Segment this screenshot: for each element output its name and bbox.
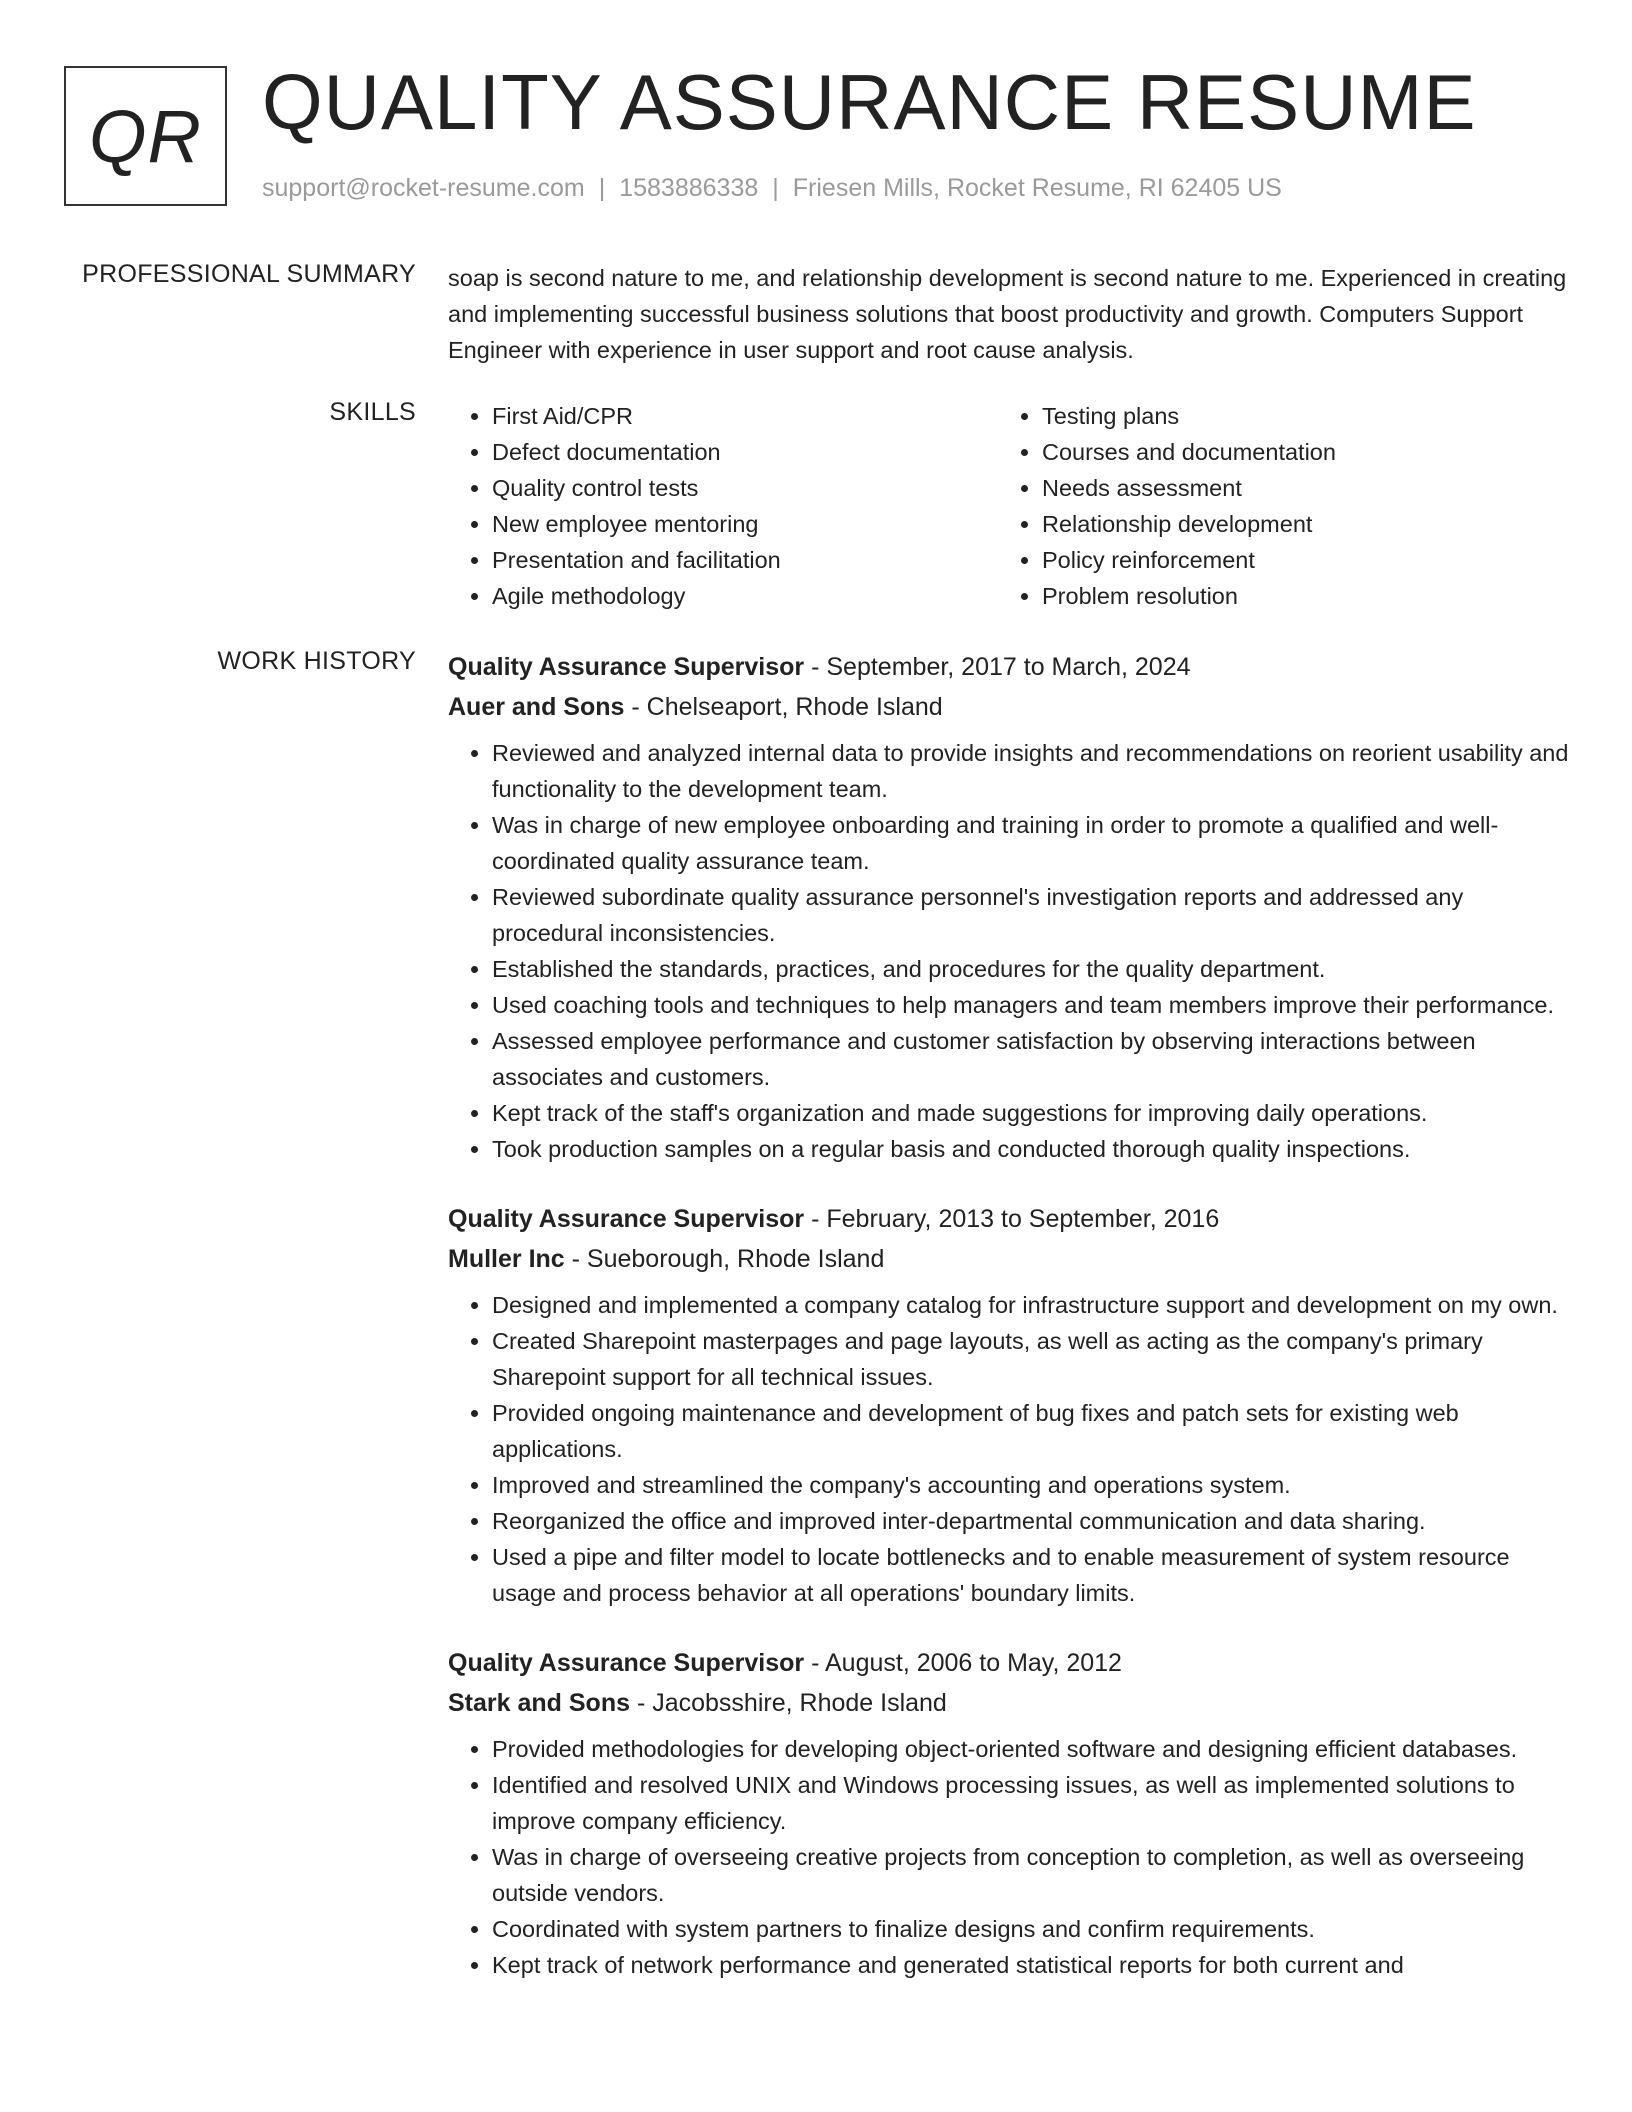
summary-body [448, 260, 1574, 368]
skill-item: • Presentation and facilitation [492, 542, 998, 578]
resume-title: QUALITY ASSURANCE RESUME [262, 58, 1477, 146]
job-bullet: • Assessed employee performance and customer satisfaction by observing interactions between associates and customers. [492, 1023, 1574, 1095]
job-bullet: • Reviewed subordinate quality assurance personnel's investigation reports and addressed any procedural inconsistencies. [492, 879, 1574, 951]
job-location: - Sueborough, Rhode Island [571, 1245, 885, 1273]
job-bullet: • Improved and streamlined the company's accounting and operations system. [492, 1467, 1574, 1503]
contact-address: Friesen Mills, Rocket Resume, RI 62405 US [792, 174, 1282, 202]
job-bullet: • Used coaching tools and techniques to help managers and team members improve their performance. [492, 987, 1574, 1023]
job-company-line [448, 1239, 1574, 1279]
job-dates: - February, 2013 to September, 2016 [811, 1205, 1220, 1233]
monogram-text: QR [89, 94, 202, 178]
job-company-line [448, 687, 1574, 727]
job-location: - Jacobsshire, Rhode Island [636, 1689, 947, 1717]
skill-item: • Policy reinforcement [1042, 542, 1548, 578]
job-title-line [448, 1643, 1574, 1683]
job-bullet: • Used a pipe and filter model to locate bottlenecks and to enable measurement of system resource usage and process behavior at all operations' boundary limits. [492, 1539, 1574, 1611]
skills-body [448, 398, 1574, 614]
work-history-body [448, 647, 1574, 1983]
job-bullet: • Coordinated with system partners to finalize designs and confirm requirements. [492, 1911, 1574, 1947]
job-bullet: • Established the standards, practices, and procedures for the quality department. [492, 951, 1574, 987]
skill-item: • Quality control tests [492, 470, 998, 506]
section-label-work-history: WORK HISTORY [217, 647, 416, 675]
job-entry [448, 647, 1574, 1167]
job-title: Quality Assurance Supervisor [448, 1205, 805, 1233]
monogram-box [64, 66, 227, 206]
job-bullet: • Provided ongoing maintenance and development of bug fixes and patch sets for existing web applications. [492, 1395, 1574, 1467]
skill-item: • New employee mentoring [492, 506, 998, 542]
contact-separator: | [598, 174, 606, 202]
job-bullet-list [448, 1731, 1574, 1983]
skill-item: • First Aid/CPR [492, 398, 998, 434]
job-company: Auer and Sons [448, 693, 625, 721]
job-bullet: • Identified and resolved UNIX and Windows processing issues, as well as implemented solutions to improve company efficiency. [492, 1767, 1574, 1839]
contact-phone[interactable]: 1583886338 [619, 174, 759, 202]
job-bullet-list [448, 735, 1574, 1167]
skill-item: • Defect documentation [492, 434, 998, 470]
section-label-summary: PROFESSIONAL SUMMARY [82, 260, 416, 288]
skills-column-left [448, 398, 998, 614]
job-location: - Chelseaport, Rhode Island [631, 693, 943, 721]
job-dates: - August, 2006 to May, 2012 [811, 1649, 1122, 1677]
summary-text: soap is second nature to me, and relationship development is second nature to me. Experienced in creating and implementing successful business solutions that boost productivity and growth. Computers Support Engineer with experience in user support and root cause analysis. [448, 265, 1567, 363]
job-company: Muller Inc [448, 1245, 565, 1273]
skill-item: • Problem resolution [1042, 578, 1548, 614]
job-bullet: • Provided methodologies for developing object-oriented software and designing efficient databases. [492, 1731, 1574, 1767]
contact-separator: | [772, 174, 779, 202]
section-label-skills: SKILLS [329, 398, 416, 426]
job-company: Stark and Sons [448, 1689, 630, 1717]
job-company-line [448, 1683, 1574, 1723]
job-title: Quality Assurance Supervisor [448, 1649, 805, 1677]
skills-column-right [998, 398, 1548, 614]
job-bullet: • Took production samples on a regular basis and conducted thorough quality inspections. [492, 1131, 1574, 1167]
job-entry [448, 1199, 1574, 1611]
contact-email[interactable]: support@rocket-resume.com [262, 174, 585, 202]
skill-item: • Agile methodology [492, 578, 998, 614]
job-title-line [448, 1199, 1574, 1239]
job-bullet: • Kept track of the staff's organization and made suggestions for improving daily operations. [492, 1095, 1574, 1131]
job-bullet: • Designed and implemented a company catalog for infrastructure support and development on my own. [492, 1287, 1574, 1323]
job-bullet-list [448, 1287, 1574, 1611]
job-bullet: • Reorganized the office and improved inter-departmental communication and data sharing. [492, 1503, 1574, 1539]
job-bullet: • Reviewed and analyzed internal data to provide insights and recommendations on reorient usability and functionality to the development team. [492, 735, 1574, 807]
job-bullet: • Was in charge of overseeing creative projects from conception to completion, as well as overseeing outside vendors. [492, 1839, 1574, 1911]
contact-line [262, 174, 1282, 203]
skill-item: • Testing plans [1042, 398, 1548, 434]
job-bullet: • Was in charge of new employee onboarding and training in order to promote a qualified and well-coordinated quality assurance team. [492, 807, 1574, 879]
job-title: Quality Assurance Supervisor [448, 653, 805, 681]
job-title-line [448, 647, 1574, 687]
skill-item: • Relationship development [1042, 506, 1548, 542]
job-bullet: • Created Sharepoint masterpages and page layouts, as well as acting as the company's primary Sharepoint support for all technical issues. [492, 1323, 1574, 1395]
job-entry [448, 1643, 1574, 1983]
job-bullet: • Kept track of network performance and generated statistical reports for both current and [492, 1947, 1574, 1983]
skill-item: • Courses and documentation [1042, 434, 1548, 470]
skill-item: • Needs assessment [1042, 470, 1548, 506]
job-dates: - September, 2017 to March, 2024 [811, 653, 1191, 681]
